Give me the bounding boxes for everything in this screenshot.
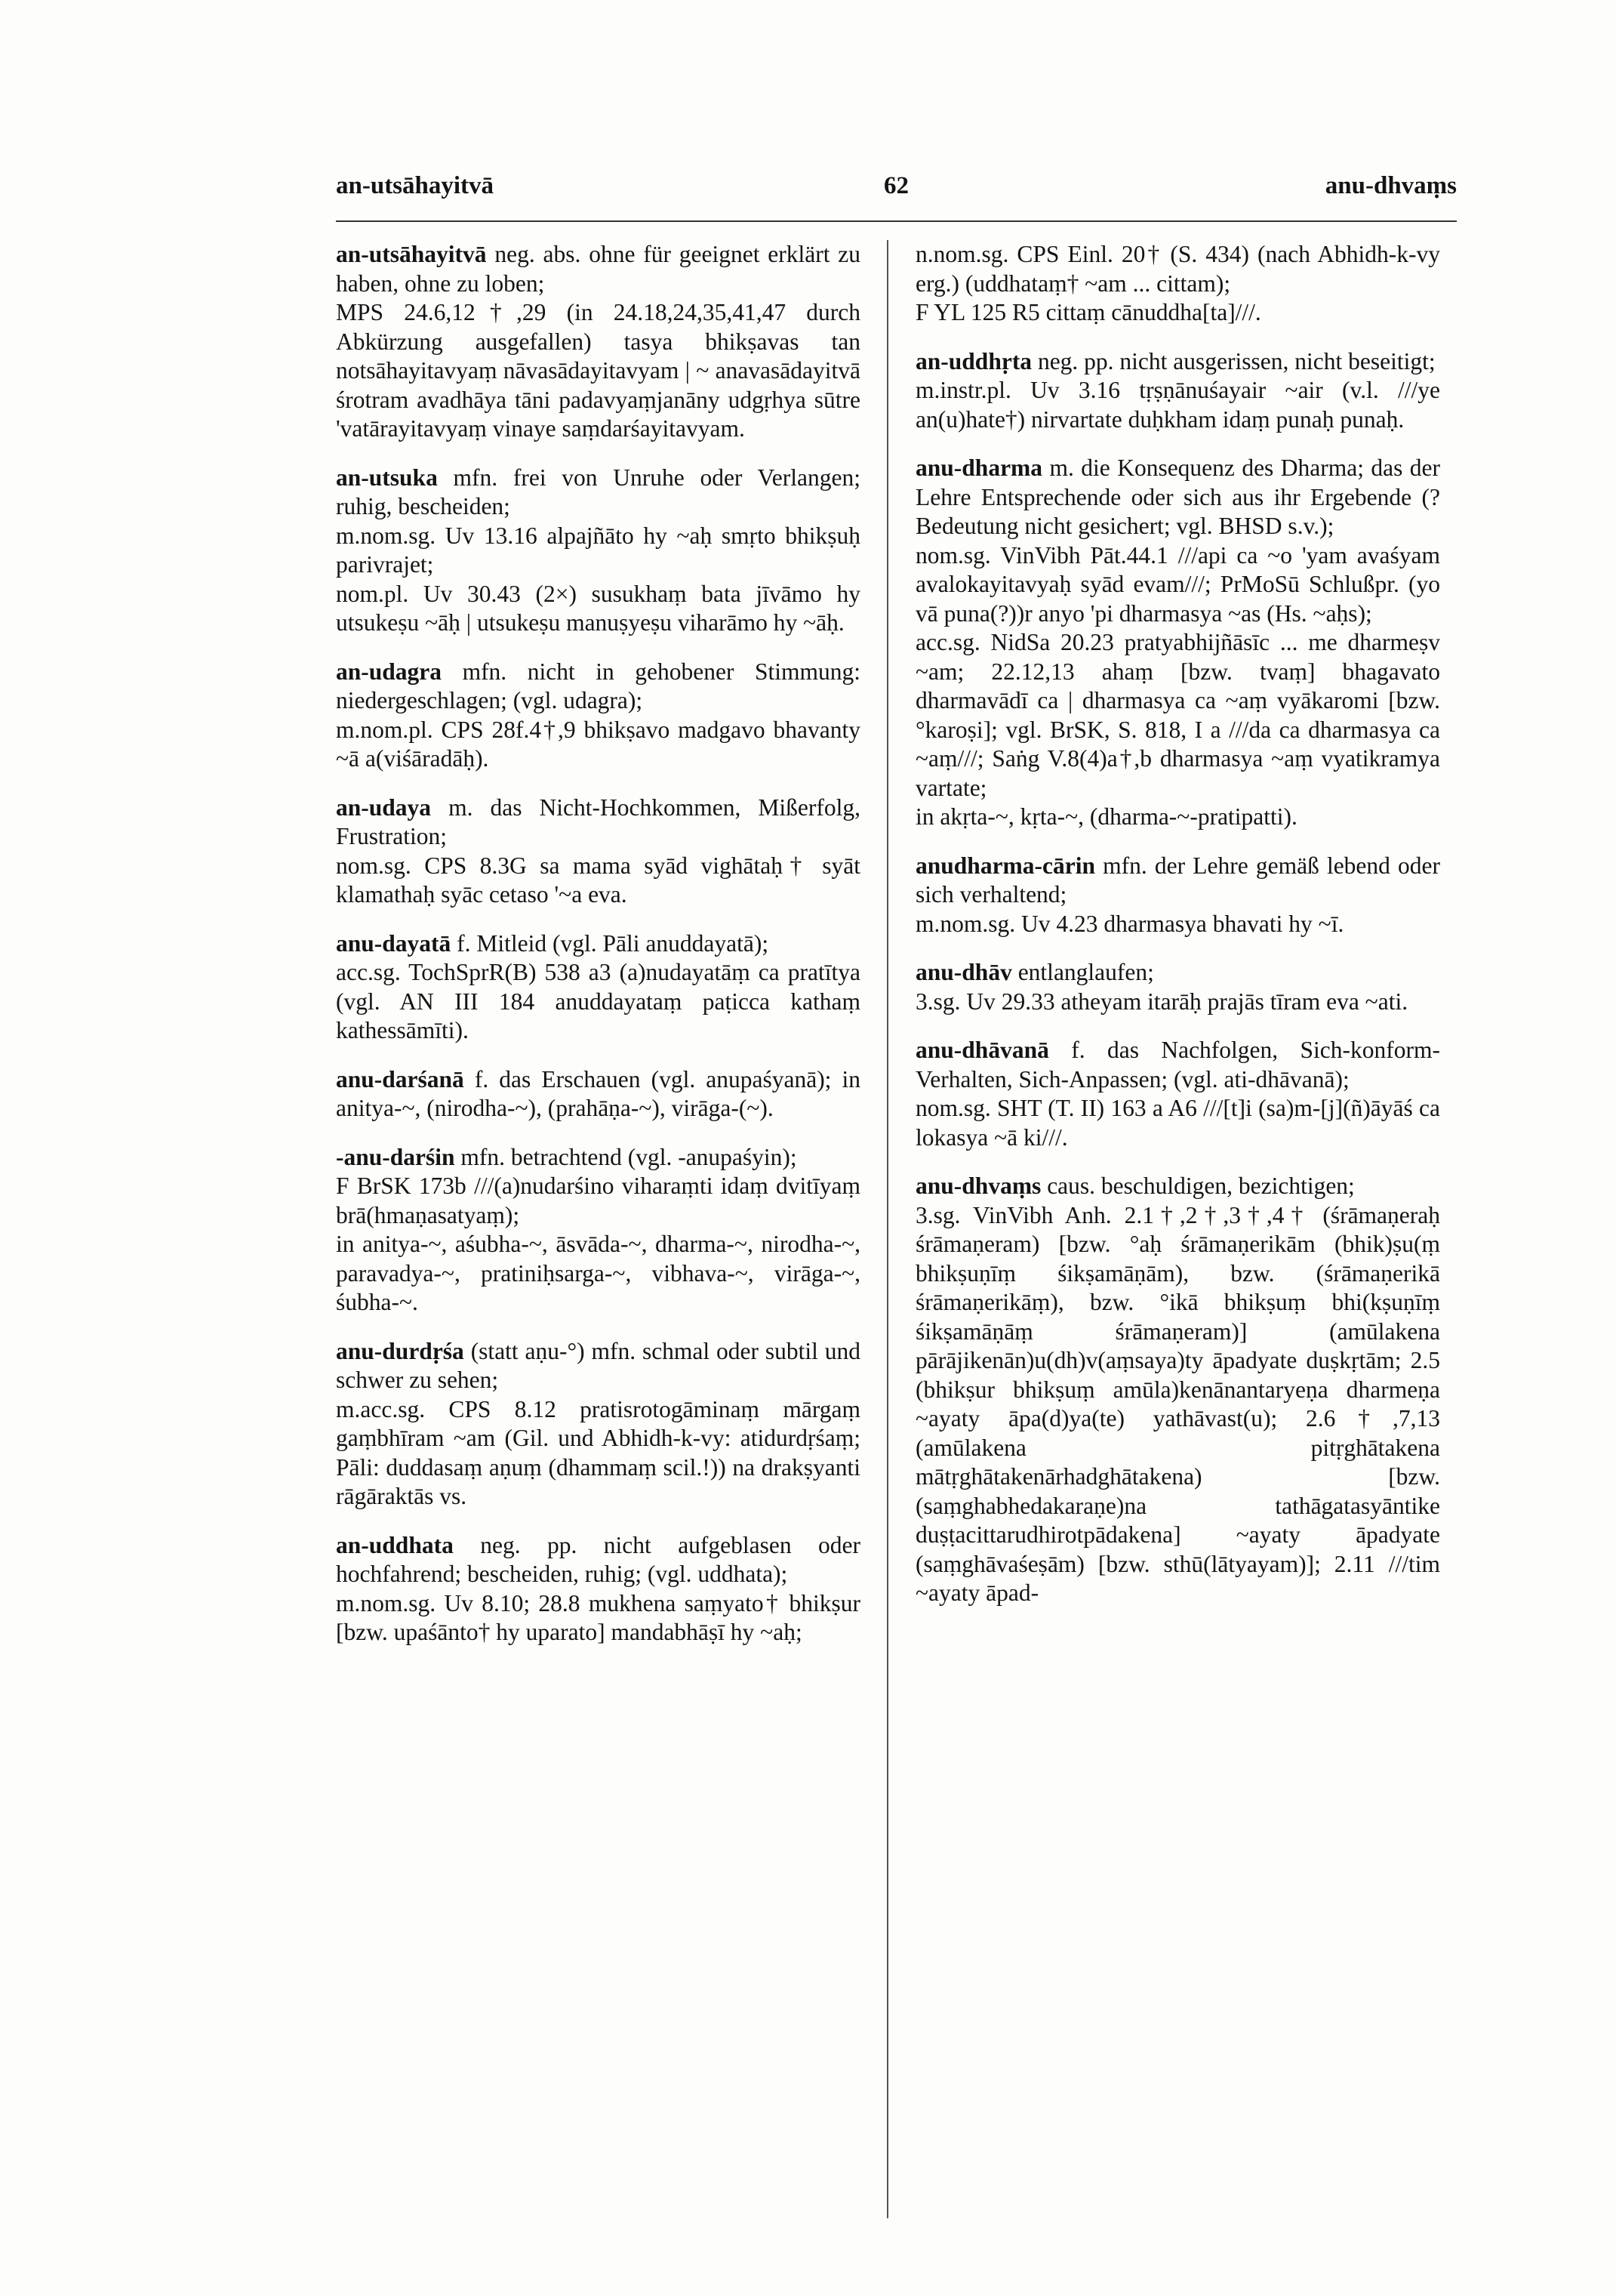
- dictionary-entry: [916, 852, 1440, 939]
- dictionary-entry: [916, 347, 1440, 435]
- entry-line: mfn. nicht in gehobener Stimmung: niedergeschlagen; (vgl. udagra);: [336, 658, 860, 713]
- entry-line: nom.sg. SHT (T. II) 163 a A6 ///[t]i (sa)m-[j](ñ)āyāś ca lokasya ~ā ki///.: [916, 1095, 1440, 1151]
- entry-lemma: an-udagra: [336, 658, 442, 685]
- entry-lemma: anu-darśanā: [336, 1065, 464, 1093]
- header-left-catchword: an-utsāhayitvā: [336, 172, 494, 199]
- dictionary-entry: [916, 1036, 1440, 1152]
- entry-line: caus. beschuldigen, bezichtigen;: [1047, 1173, 1355, 1199]
- entry-line: f. das Nachfolgen, Sich-konform-Verhalten, Sich-Anpassen; (vgl. ati-dhāvanā);: [916, 1037, 1440, 1093]
- entry-lemma: an-uddhṛta: [916, 347, 1033, 374]
- entry-line: acc.sg. TochSprR(B) 538 a3 (a)nudayatāṃ ca pratītya (vgl. AN III 184 anuddayataṃ paṭicca kathaṃ kathessāmīti).: [336, 959, 860, 1043]
- entry-lemma: an-udaya: [336, 794, 432, 821]
- entry-line: f. das Erschauen (vgl. anupaśyanā); in anitya-~, (nirodha-~), (prahāṇa-~), virāga-(~).: [336, 1065, 860, 1121]
- entry-line: nom.pl. Uv 30.43 (2×) susukhaṃ bata jīvāmo hy utsukeṣu ~āḥ | utsukeṣu manuṣyeṣu viharāmo hy ~āḥ.: [336, 580, 860, 636]
- entry-line: m.nom.pl. CPS 28f.4†,9 bhikṣavo madgavo bhavanty ~ā a(viśāradāḥ).: [336, 716, 860, 772]
- entry-line: neg. pp. nicht ausgerissen, nicht beseitigt;: [1037, 347, 1436, 374]
- dictionary-entry: [336, 794, 860, 910]
- entry-lemma: anu-dharma: [916, 455, 1043, 481]
- header-rule: [336, 220, 1457, 222]
- entry-lemma: anu-dhvaṃs: [916, 1173, 1042, 1199]
- entry-line: m. das Nicht-Hochkommen, Mißerfolg, Frustration;: [336, 794, 860, 849]
- entry-lemma: an-utsuka: [336, 464, 438, 491]
- entry-line: m.acc.sg. CPS 8.12 pratisrotogāminaṃ mārgaṃ gaṃbhīram ~am (Gil. und Abhidh-k-vy: atidurdṛśaṃ; Pāli: duddasaṃ aṇuṃ (dhammaṃ scil.!)) na drakṣyanti rāgāraktās vs.: [336, 1395, 860, 1509]
- entry-line: 3.sg. Uv 29.33 atheyam itarāḥ prajās tīram eva ~ati.: [916, 988, 1408, 1015]
- dictionary-entry: [336, 1337, 860, 1512]
- entry-lemma: anu-dayatā: [336, 929, 451, 957]
- dictionary-entry: [336, 929, 860, 1046]
- entry-lemma: an-utsāhayitvā: [336, 241, 487, 267]
- entry-line: MPS 24.6,12†,29 (in 24.18,24,35,41,47 durch Abkürzung ausgefallen) tasya bhikṣavas tan notsāhayitavyaṃ nāvasādayitavyam | ~ anavasādayitvā śrotram avadhāya tāni padavyaṃjanāny udgṛhya sūtre 'vatārayitavyaṃ vinaye saṃdarśayitavyam.: [336, 299, 860, 442]
- entry-line: 3.sg. VinVibh Anh. 2.1†,2†,3†,4† (śrāmaṇeraḥ śrāmaṇeram) [bzw. °aḥ śrāmaṇerikām (bhik)ṣu(ṃ bhikṣuṇīṃ śikṣamāṇām), bzw. (śrāmaṇerikā śrāmaṇerikāṃ), bzw. °ikā bhikṣuṃ bhi(kṣuṇīṃ śikṣamāṇāṃ śrāmaṇeram)] (amūlakena pārājikenān)u(dh)v(aṃsaya)ty āpadyate duṣkṛtām; 2.5 (bhikṣur bhikṣuṃ amūla)kenānantaryeṇa dharmeṇa ~ayaty āpa(d)ya(te) yathāvast(u); 2.6†,7,13 (amūlakena pitṛghātakena mātṛghātakenārhadghātakena) [bzw. (saṃghabhedakaraṇe)na tathāgatasyāntike duṣṭacittarudhirotpādakena] ~ayaty āpadyate (saṃghāvaśeṣām) [bzw. sthū(lātyayam)]; 2.11 ///tim ~ayaty āpad-: [916, 1201, 1440, 1606]
- entry-line: in akṛta-~, kṛta-~, (dharma-~-pratipatti).: [916, 803, 1297, 830]
- dictionary-entry: [336, 1065, 860, 1123]
- right-column: [916, 240, 1440, 2248]
- entry-line: m.nom.sg. Uv 4.23 dharmasya bhavati hy ~ī.: [916, 910, 1344, 937]
- entry-line: m.nom.sg. Uv 8.10; 28.8 mukhena saṃyato† bhikṣur [bzw. upaśānto† hy uparato] mandabhāṣī hy ~aḥ;: [336, 1589, 860, 1645]
- entry-lemma: anudharma-cārin: [916, 852, 1096, 879]
- entry-line: m.nom.sg. Uv 13.16 alpajñāto hy ~aḥ smṛto bhikṣuḥ parivrajet;: [336, 522, 860, 578]
- entry-lemma: -anu-darśin: [336, 1143, 455, 1170]
- entry-line: neg. pp. nicht aufgeblasen oder hochfahrend; bescheiden, ruhig; (vgl. uddhata);: [336, 1531, 860, 1587]
- left-column: [336, 240, 860, 2248]
- entry-line: m. die Konsequenz des Dharma; das der Lehre Entsprechende oder sich aus ihr Ergebende (? Bedeutung nicht gesichert; vgl. BHSD s.v.);: [916, 455, 1440, 539]
- dictionary-entry: [336, 1143, 860, 1318]
- entry-line: F YL 125 R5 cittaṃ cānuddha[ta]///.: [916, 299, 1261, 325]
- entry-line: neg. abs. ohne für geeignet erklärt zu haben, ohne zu loben;: [336, 241, 860, 297]
- entry-line: n.nom.sg. CPS Einl. 20† (S. 434) (nach Abhidh-k-vy erg.) (uddhataṃ† ~am ... cittam);: [916, 241, 1440, 297]
- dictionary-entry: [336, 1531, 860, 1647]
- running-header: [336, 172, 1457, 205]
- entry-line: mfn. der Lehre gemäß lebend oder sich verhaltend;: [916, 852, 1440, 908]
- column-divider: [887, 240, 888, 2218]
- entry-lemma: anu-dhāvanā: [916, 1037, 1049, 1063]
- entry-line: in anitya-~, aśubha-~, āsvāda-~, dharma-~, nirodha-~, paravadya-~, pratiniḥsarga-~, vibhava-~, virāga-~, śubha-~.: [336, 1231, 860, 1315]
- dictionary-entry: [916, 1172, 1440, 1608]
- entry-line: f. Mitleid (vgl. Pāli anuddayatā);: [457, 929, 769, 957]
- entry-line: mfn. frei von Unruhe oder Verlangen; ruhig, bescheiden;: [336, 464, 860, 519]
- dictionary-entry: [336, 240, 860, 444]
- entry-line: m.instr.pl. Uv 3.16 tṛṣṇānuśayair ~air (v.l. ///ye an(u)hate†) nirvartate duḥkham idaṃ punaḥ punaḥ.: [916, 377, 1440, 433]
- page-number: 62: [884, 172, 909, 199]
- entry-lemma: anu-dhāv: [916, 959, 1012, 985]
- entry-line: entlanglaufen;: [1017, 959, 1154, 985]
- entry-line: mfn. betrachtend (vgl. -anupaśyin);: [460, 1143, 797, 1170]
- dictionary-entry: [336, 464, 860, 638]
- entry-line: nom.sg. CPS 8.3G sa mama syād vighātaḥ† syāt klamathaḥ syāc cetaso '~a eva.: [336, 852, 860, 908]
- entry-lemma: an-uddhata: [336, 1531, 454, 1558]
- entry-line: nom.sg. VinVibh Pāt.44.1 ///api ca ~o 'yam avaśyam avalokayitavyaḥ syād evam///; PrMoSū Schlußpr. (yo vā puna(?))r anyo 'pi dharmasya ~as (Hs. ~aḥs);: [916, 541, 1440, 627]
- entry-line: F BrSK 173b ///(a)nudarśino viharaṃti idaṃ dvitīyaṃ brā(hmaṇasatyaṃ);: [336, 1173, 860, 1228]
- entry-lemma: anu-durdṛśa: [336, 1337, 464, 1364]
- header-right-catchword: anu-dhvaṃs: [1325, 172, 1457, 199]
- dictionary-entry: [336, 658, 860, 774]
- dictionary-entry: [916, 958, 1440, 1016]
- dictionary-entry: [916, 454, 1440, 832]
- entry-line: acc.sg. NidSa 20.23 pratyabhijñāsīc ... me dharmeṣv ~am; 22.12,13 ahaṃ [bzw. tvaṃ] bhagavato dharmavādī ca | dharmasya ca ~aṃ vyākaromi [bzw. °karoṣi]; vgl. BrSK, S. 818, I a ///da ca dharmasya ca ~aṃ///; Saṅg V.8(4)a†,b dharmasya ~aṃ vyatikramya vartate;: [916, 629, 1440, 801]
- entry-line: (statt aṇu-°) mfn. schmal oder subtil und schwer zu sehen;: [336, 1337, 860, 1393]
- dictionary-entry-continued: [916, 240, 1440, 328]
